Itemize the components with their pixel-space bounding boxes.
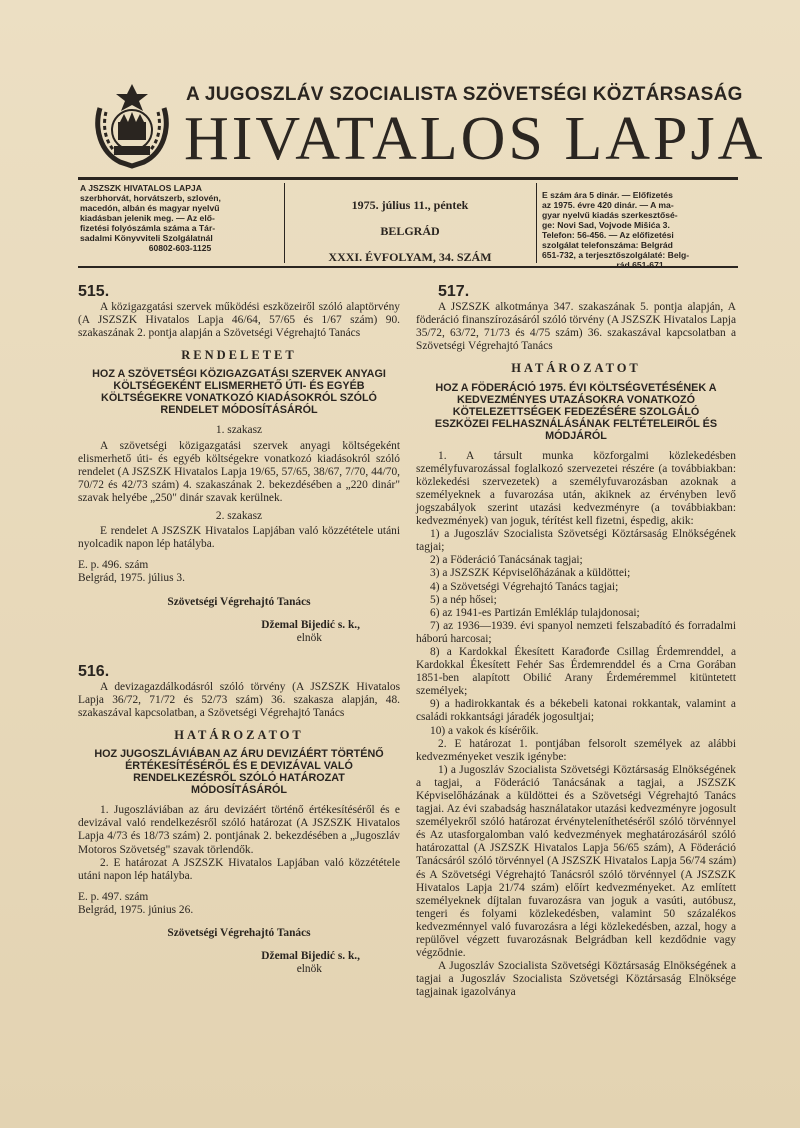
right-column [416, 285, 736, 1000]
info-line: Telefon: 56-456. — Az előfizetési [542, 230, 674, 240]
info-line: szolgálat telefonszáma: Belgrád [542, 240, 673, 250]
act-date: Belgrád, 1975. június 26. [78, 903, 194, 916]
header-top-rule [78, 177, 738, 180]
paragraph: 2. E határozat 1. pontjában felsorolt személyek az alábbi kedvezményeket veszik igénybe: [416, 737, 736, 763]
issue-date: 1975. július 11., péntek [351, 198, 469, 212]
republic-name: A JUGOSZLÁV SZOCIALISTA SZÖVETSÉGI KÖZTÁRSASÁG [186, 84, 743, 105]
act-number: 515. [78, 283, 110, 300]
price-info [542, 190, 738, 270]
act-title: HOZ JUGOSZLÁVIÁBAN AZ ÁRU DEVIZÁÉRT TÖRTÉNŐ ÉRTÉKESÍTÉSÉRŐL ÉS E DEVIZÁVAL VALÓ RENDELKEZÉSRŐL SZÓLÓ HATÁROZAT MÓDOSÍTÁSÁRÓL [94, 748, 384, 797]
list-item: 6) az 1941-es Partizán Emlékláp tulajdonosai; [430, 606, 640, 619]
info-line: az 1975. évre 420 dinár. — A ma- [542, 200, 674, 210]
gazette-title: HIVATALOS LAPJA [184, 105, 766, 173]
list-item: 7) az 1936—1939. évi spanyol nemzeti felszabadító és forradalmi háború harcosai; [416, 619, 736, 645]
subscription-info [80, 183, 280, 253]
signatory: Džemal Bijedić s. k., [261, 950, 360, 963]
act-preamble: A JSZSZK alkotmánya 347. szakaszának 5. pontja alapján, A föderáció finanszírozásáról szóló törvény (A JSZSZK Hivatalos Lapja 35/72, 63/72, 71/73 és 4/75 szám) 36. szakaszával kapcsolatban a Szövetségi Végrehajtó Tanács [416, 301, 736, 353]
act-title: HOZ A SZÖVETSÉGI KÖZIGAZGATÁSI SZERVEK ANYAGI KÖLTSÉGEKÉNT ELISMERHETŐ ÚTI- ÉS EGYÉB KÖLTSÉGEKRE VONATKOZÓ KIADÁSOKRÓL SZÓLÓ RENDELET MÓDOSÍTÁSÁRÓL [92, 368, 386, 417]
paragraph: 2. E határozat A JSZSZK Hivatalos Lapjában való közzététele utáni napon lép hatályba. [78, 856, 400, 882]
signatory: Džemal Bijedić s. k., [261, 618, 360, 631]
act-preamble: A közigazgatási szervek működési eszközeiről szóló alaptörvény (A JSZSZK Hivatalos Lapja 46/64, 57/65 és 1/67 szám) 90. szakaszának 2. pontja alapján a Szövetségi Végrehajtó Tanács [78, 301, 400, 340]
header-divider-left [284, 183, 285, 263]
paragraph: 1. A társult munka közforgalmi közlekedésben személyfuvarozással foglalkozó szervezetei részére (a továbbiakban: közlekedési szervezetek) a személyfuvarozásban azoknak a személyeknek a fuvarozása után, akiknek az érvényben levő jogszabályok szerint utazási kedvezményre (a továbbiakban: kedvezmények) van joguk, térítést kell fizetni, éspedig, akik: [416, 449, 736, 528]
list-item: 9) a hadirokkantak és a békebeli katonai rokkantak, valamint a családi rokkantsági járadék jogosultjai; [416, 698, 736, 724]
header-divider-right [536, 183, 537, 263]
info-line: 60802-603-1125 [148, 243, 212, 253]
issue-info [290, 192, 530, 270]
section-text: A szövetségi közigazgatási szervek anyagi költségeként elismerhető úti- és egyéb költségekre vonatkozó kiadásokról szóló rendelet (A JSZSZK Hivatalos Lapja 19/65, 57/65, 38/67, 7/70, 44/70, 70/72 és 42/73 szám) 4. szakaszának 2. bekezdésében a „220 dinár" szavak helyébe „250" dinár szavak kerülnek. [78, 439, 400, 504]
list-item: 1) a Jugoszláv Szocialista Szövetségi Köztársaság Elnökségének tagjai; [416, 528, 736, 554]
act-number: 517. [438, 283, 470, 300]
act-type: HATÁROZATOT [174, 728, 304, 743]
act-preamble: A devizagazdálkodásról szóló törvény (A JSZSZK Hivatalos Lapja 36/72, 71/72 és 52/73 szám) 36. szakasza alapján, 48. szakaszával kapcsolatban, a Szövetségi Végrehajtó Tanács [78, 680, 400, 720]
info-line: 651-732, a terjesztőszolgálaté: Belg- [542, 250, 690, 260]
beneficiary-list [416, 528, 736, 738]
info-line: E szám ára 5 dinár. — Előfizetés [542, 190, 673, 200]
info-line: sadalmi Könyvviteli Szolgálatnál [80, 233, 213, 243]
state-emblem-icon [88, 78, 176, 170]
issue-place: BELGRÁD [380, 224, 440, 238]
list-item: 3) a JSZSZK Képviselőházának a küldöttei; [430, 567, 631, 580]
act-type: RENDELETET [181, 348, 297, 363]
paragraph: 1. Jugoszláviában az áru devizáért történő értékesítéséről és e devizával való rendelkezésről szóló határozat (A JSZSZK Hivatalos Lapja 4/73 és 18/73 szám) 2. pontjának 2. bekezdésében a „Jugoszláv Motoros Szövetség" szavak törlendők. [78, 804, 400, 856]
signatory-role: elnök [296, 631, 322, 644]
list-item: 8) a Kardokkal Ékesített Karađorđe Csillag Érdemrenddel, a Kardokkal Ékesített Fehér Sas Érdemrenddel és a Crna Gorában 1851-ben alapított Obilić Arany Érdeméremmel kitüntetett személyek; [416, 645, 736, 698]
act-date: Belgrád, 1975. július 3. [78, 572, 185, 585]
signatory-role: elnök [296, 963, 322, 976]
list-item: 5) a nép hősei; [430, 593, 497, 606]
info-line: ge: Novi Sad, Vojvode Mišića 3. [542, 220, 670, 230]
info-line: A JSZSZK HIVATALOS LAPJA [80, 183, 202, 193]
list-item: 4) a Szövetségi Végrehajtó Tanács tagjai; [430, 580, 619, 593]
paragraph: 1) a Jugoszláv Szocialista Szövetségi Köztársaság Elnökségének a tagjai, a Föderáció Tanácsának a tagjai, a JSZSZK Képviselőházának a küldöttei és a Szövetségi Végrehajtó Tanács tagjai. Az évi szabadság használatakor utazási kedvezményre jogosult személyekről szóló határozat érvényteleníthetéséről szóló törvénnyel és Az utasforgalomban való kedvezmények meghatározásáról szóló határozattal (A JSZSZK Hivatalos Lapja 56/65 szám), A Föderáció Tanácsáról szóló törvénnyel (A JSZSZK Hivatalos Lapja 56/74 szám) és A Szövetségi Végrehajtó Tanácsról szóló törvénnyel (A JSZSZK Hivatalos Lapja 21/74 szám) előírt kedvezményeket. Az említett személyeknek díjtalan fuvarozásra van joguk a vasúti, autóbusz, tengeri és folyami közlekedésben, valamint 50 százalékos kedvezménnyel való fuvarozásra a légi közlekedésben, azzal, hogy a repülővel végzett fuvarozásnak Belgrádban kell kezdődnie vagy végződnie. [416, 763, 736, 960]
info-line: rád 651-671 [616, 260, 664, 270]
section-text: E rendelet A JSZSZK Hivatalos Lapjában való közzététele utáni nyolcadik napon lép hatályba. [78, 525, 400, 551]
act-type: HATÁROZATOT [511, 361, 641, 376]
reference-number: E. p. 496. szám [78, 559, 149, 572]
info-line: szerbhorvát, horvátszerb, szlovén, [80, 193, 221, 203]
left-column [78, 285, 400, 976]
section-heading: 2. szakasz [215, 510, 263, 523]
issue-volume: XXXI. ÉVFOLYAM, 34. SZÁM [328, 250, 492, 264]
info-line: macedón, albán és magyar nyelvű [80, 203, 220, 213]
issuing-body: Szövetségi Végrehajtó Tanács [167, 595, 311, 608]
list-item: 10) a vakok és kísérőik. [430, 724, 539, 737]
issuing-body: Szövetségi Végrehajtó Tanács [167, 927, 311, 939]
reference-number: E. p. 497. szám [78, 890, 149, 903]
act-title: HOZ A FÖDERÁCIÓ 1975. ÉVI KÖLTSÉGVETÉSÉNEK A KEDVEZMÉNYES UTAZÁSOKRA VONATKOZÓ KÖTELEZETTSÉGEK FEDEZÉSÉRE SZOLGÁLÓ ESZKÖZEI FELHASZNÁLÁSÁNAK FELTÉTELEIRŐL ÉS MÓDJÁRÓL [434, 381, 718, 442]
paragraph: A Jugoszláv Szocialista Szövetségi Köztársaság Elnökségének a tagjai a Jugoszláv Szocialista Szövetségi Köztársaság Elnöksége tagjainak igazolványa [416, 960, 736, 999]
act-number: 516. [78, 662, 110, 680]
info-line: kiadásban jelenik meg. — Az elő- [80, 213, 215, 223]
info-line: fizetési folyószámla száma a Tár- [80, 223, 216, 233]
info-line: gyar nyelvű kiadás szerkesztősé- [542, 210, 678, 220]
section-heading: 1. szakasz [215, 424, 263, 437]
list-item: 2) a Föderáció Tanácsának tagjai; [430, 554, 583, 567]
